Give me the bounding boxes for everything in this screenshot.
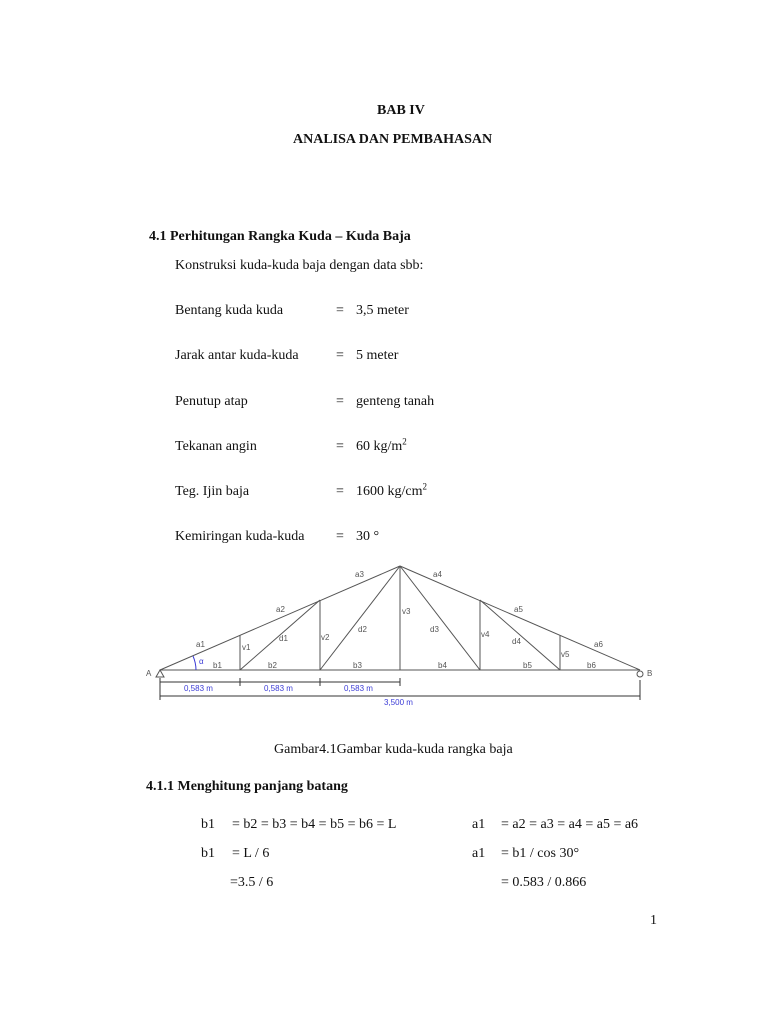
dimension-lines [160,678,640,700]
equation-symbol: a1 [472,817,486,832]
spec-value: 3,5 meter [356,303,409,318]
label-d2: d2 [358,625,367,634]
equation-body: =3.5 / 6 [230,875,274,890]
label-d4: d4 [512,637,521,646]
label-b5: b5 [523,661,532,670]
label-d3: d3 [430,625,439,634]
label-v1: v1 [242,643,251,652]
spec-label: Teg. Ijin baja [175,484,250,499]
label-d1: d1 [279,634,288,643]
equation-body: = b2 = b3 = b4 = b5 = b6 = L [232,817,397,832]
label-v2: v2 [321,633,330,642]
label-b2: b2 [268,661,277,670]
figure-caption: Gambar4.1Gambar kuda-kuda rangka baja [274,742,513,757]
section-heading: 4.1 Perhitungan Rangka Kuda – Kuda Baja [149,229,411,244]
spec-label: Penutup atap [175,394,248,409]
equation-symbol: b1 [201,846,215,861]
label-v4: v4 [481,630,490,639]
spec-value: 60 $kg/m^2$ [356,436,407,454]
spec-equals: = [336,439,344,454]
equation-symbol: b1 [201,817,215,832]
label-a2: a2 [276,605,285,614]
spec-equals: = [336,484,344,499]
spec-value: 1600 $kg/cm^2$ [356,481,427,499]
label-v3: v3 [402,607,411,616]
intro-text: Konstruksi kuda-kuda baja dengan data sbb: [175,258,424,273]
spec-label: Tekanan angin [175,439,257,454]
equation-body: = b1 / cos 30° [501,846,580,861]
dim-label-total: 3,500 m [384,698,413,707]
truss-diagram [0,560,768,710]
spec-value: 30 ° [356,529,380,544]
label-b3: b3 [353,661,362,670]
label-angle: α [199,657,204,666]
spec-label: Jarak antar kuda-kuda [175,348,299,363]
label-b6: b6 [587,661,596,670]
label-b4: b4 [438,661,447,670]
equation-body: = L / 6 [232,846,270,861]
equation-body: = a2 = a3 = a4 = a5 = a6 [501,817,639,832]
label-v5: v5 [561,650,570,659]
label-a4: a4 [433,570,442,579]
spec-equals: = [336,529,344,544]
dim-label-2: 0,583 m [264,684,293,693]
dim-label-1: 0,583 m [184,684,213,693]
spec-equals: = [336,303,344,318]
label-support-b: B [647,669,653,678]
label-b1: b1 [213,661,222,670]
spec-label: Bentang kuda kuda [175,303,284,318]
spec-label: Kemiringan kuda-kuda [175,529,305,544]
page-number: 1 [650,913,657,928]
equation-body: = 0.583 / 0.866 [501,875,587,890]
label-a3: a3 [355,570,364,579]
label-support-a: A [146,669,152,678]
label-a6: a6 [594,640,603,649]
subsection-heading: 4.1.1 Menghitung panjang batang [146,779,348,794]
equation-symbol: a1 [472,846,486,861]
spec-value: genteng tanah [356,394,435,409]
label-a5: a5 [514,605,523,614]
spec-equals: = [336,394,344,409]
spec-value: 5 meter [356,348,399,363]
spec-equals: = [336,348,344,363]
dim-label-3: 0,583 m [344,684,373,693]
label-a1: a1 [196,640,205,649]
supports [156,670,643,677]
chapter-title: ANALISA DAN PEMBAHASAN [293,132,493,147]
chapter-number: BAB IV [377,103,425,118]
